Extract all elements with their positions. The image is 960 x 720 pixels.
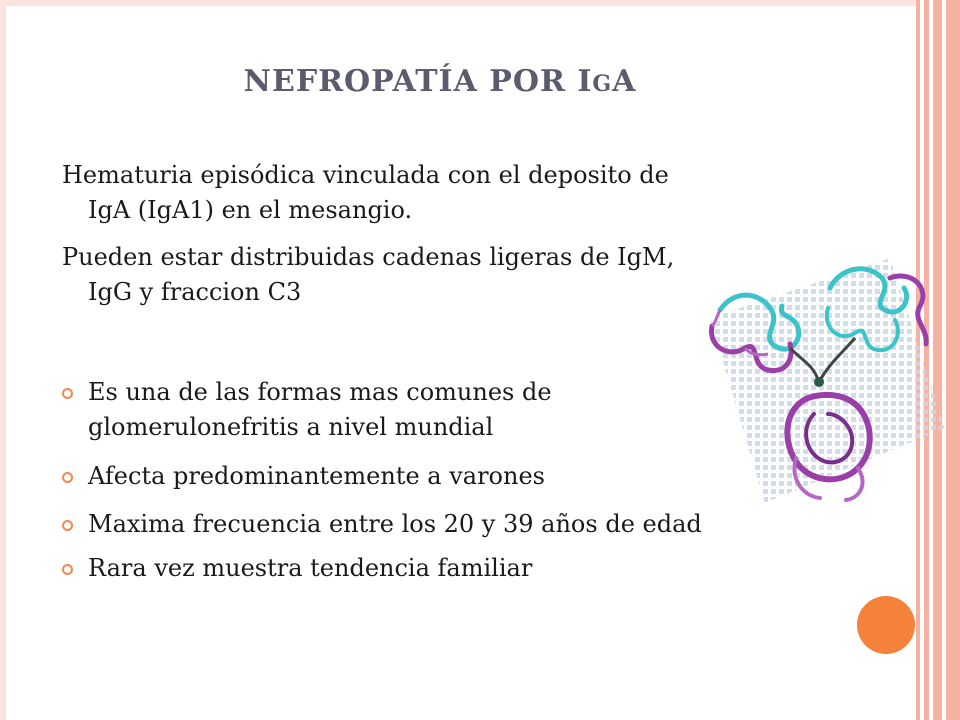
slide-title: [0, 64, 880, 99]
bullet-circle-icon: [62, 564, 73, 575]
bullet-circle-icon: [62, 388, 73, 399]
paragraph-line: IgG y fraccion C3: [88, 278, 302, 306]
bullet-circle-icon: [62, 520, 73, 531]
title-main: NEFROPATÍA POR I: [243, 64, 593, 99]
paragraph-line: Hematuria episódica vinculada con el deposito de: [62, 161, 669, 189]
antibody-structure-image: [690, 248, 950, 518]
bullet-text: Maxima frecuencia entre los 20 y 39 años de edad: [88, 510, 702, 538]
bullet-text: Rara vez muestra tendencia familiar: [88, 554, 533, 582]
slide-frame-top: [0, 0, 916, 6]
slide-frame-left: [0, 0, 6, 720]
paragraph-hematuria: [62, 158, 842, 228]
bullet-circle-icon: [62, 472, 73, 483]
bullet-text: Es una de las formas mas comunes de: [88, 378, 552, 406]
bullet-text: Afecta predominantemente a varones: [88, 462, 545, 490]
bullet-text: glomerulonefritis a nivel mundial: [88, 413, 494, 441]
hinge-joint: [814, 377, 824, 387]
title-end: A: [612, 64, 637, 99]
decorative-orange-circle: [857, 596, 915, 654]
title-small-caps: G: [592, 71, 613, 97]
bullet-item: [62, 551, 842, 586]
paragraph-line: IgA (IgA1) en el mesangio.: [88, 196, 413, 224]
paragraph-line: Pueden estar distribuidas cadenas ligeras de IgM,: [62, 243, 675, 271]
